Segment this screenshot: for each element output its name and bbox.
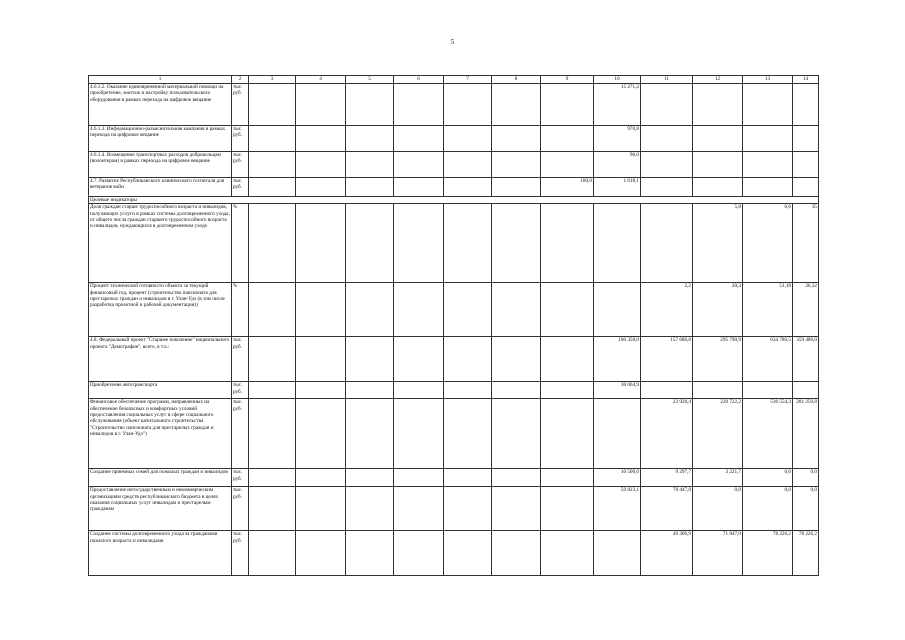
value-cell <box>296 337 346 382</box>
column-number-header: 8 <box>492 76 541 84</box>
value-cell <box>541 469 594 487</box>
value-cell <box>394 126 444 152</box>
value-cell: 96,0 <box>594 152 641 178</box>
value-cell <box>743 84 793 126</box>
value-cell: 71 847,0 <box>693 531 743 576</box>
value-cell <box>693 126 743 152</box>
value-cell <box>492 152 541 178</box>
value-cell <box>594 531 641 576</box>
value-cell <box>541 382 594 399</box>
value-cell <box>296 152 346 178</box>
table-row <box>89 204 819 283</box>
value-cell <box>492 126 541 152</box>
value-cell <box>444 399 492 469</box>
row-unit: тыс. руб. <box>232 399 249 469</box>
column-number-header: 14 <box>793 76 819 84</box>
value-cell: 180,0 <box>541 178 594 197</box>
value-cell <box>541 531 594 576</box>
value-cell: 26,32 <box>793 283 819 337</box>
row-name: 4.6.1.3. Информационно-разъяснительная кампания в рамках перехода на цифровое вещание <box>89 126 232 152</box>
value-cell <box>444 84 492 126</box>
value-cell <box>249 399 296 469</box>
value-cell <box>249 178 296 197</box>
value-cell <box>394 337 444 382</box>
row-name: Создание системы долговременного ухода за гражданами пожилого возраста и инвалидами <box>89 531 232 576</box>
value-cell <box>296 382 346 399</box>
value-cell <box>249 204 296 283</box>
value-cell <box>541 152 594 178</box>
value-cell <box>394 399 444 469</box>
value-cell <box>346 469 394 487</box>
value-cell <box>444 487 492 531</box>
value-cell <box>296 399 346 469</box>
value-cell <box>249 382 296 399</box>
table-row <box>89 337 819 382</box>
table-row <box>89 382 819 399</box>
value-cell <box>249 337 296 382</box>
column-number-header: 13 <box>743 76 793 84</box>
row-unit: тыс. руб. <box>232 152 249 178</box>
value-cell <box>541 84 594 126</box>
table-row <box>89 283 819 337</box>
value-cell <box>394 283 444 337</box>
value-cell <box>492 487 541 531</box>
value-cell <box>346 178 394 197</box>
value-cell <box>296 283 346 337</box>
value-cell <box>346 126 394 152</box>
value-cell <box>541 399 594 469</box>
value-cell: 46 306,9 <box>641 531 693 576</box>
table-row <box>89 126 819 152</box>
row-unit: % <box>232 204 249 283</box>
value-cell <box>594 204 641 283</box>
column-number-header: 10 <box>594 76 641 84</box>
value-cell: 9 297,7 <box>641 469 693 487</box>
table-row <box>89 469 819 487</box>
value-cell: 78 226,2 <box>743 531 793 576</box>
value-cell: 78 226,2 <box>793 531 819 576</box>
row-unit: тыс. руб. <box>232 382 249 399</box>
value-cell <box>793 152 819 178</box>
column-number-header: 12 <box>693 76 743 84</box>
value-cell <box>346 337 394 382</box>
value-cell: 5,8 <box>693 204 743 283</box>
value-cell: 59 823,1 <box>594 487 641 531</box>
value-cell <box>793 84 819 126</box>
value-cell <box>296 531 346 576</box>
value-cell <box>641 178 693 197</box>
row-name: Процент технической готовности объекта за текущий финансовый год, процент (строительство пансионата для престарелых граждан и инвалидов в г. Улан-Удэ (в том числе разработка проектной и рабочей документации)) <box>89 283 232 337</box>
value-cell <box>743 382 793 399</box>
value-cell: 281 259,8 <box>793 399 819 469</box>
value-cell: 0,0 <box>693 487 743 531</box>
value-cell: 51,18 <box>743 283 793 337</box>
value-cell <box>394 382 444 399</box>
value-cell <box>346 531 394 576</box>
value-cell <box>249 469 296 487</box>
value-cell: 23 928,4 <box>641 399 693 469</box>
value-cell <box>541 337 594 382</box>
value-cell: 634 780,5 <box>743 337 793 382</box>
value-cell <box>793 178 819 197</box>
value-cell: 536 554,3 <box>743 399 793 469</box>
value-cell <box>641 382 693 399</box>
value-cell <box>444 337 492 382</box>
column-number-header: 5 <box>346 76 394 84</box>
value-cell <box>394 84 444 126</box>
value-cell <box>793 126 819 152</box>
value-cell: 6,6 <box>743 204 793 283</box>
table-row <box>89 178 819 197</box>
value-cell <box>296 204 346 283</box>
value-cell <box>296 469 346 487</box>
column-number-header: 4 <box>296 76 346 84</box>
value-cell <box>492 337 541 382</box>
row-name: Приобретение автотранспорта <box>89 382 232 399</box>
value-cell <box>444 283 492 337</box>
column-number-header: 3 <box>249 76 296 84</box>
column-number-header: 11 <box>641 76 693 84</box>
value-cell <box>693 382 743 399</box>
value-cell <box>641 84 693 126</box>
value-cell <box>693 152 743 178</box>
value-cell <box>743 126 793 152</box>
value-cell <box>594 399 641 469</box>
value-cell <box>541 126 594 152</box>
value-cell: 157 680,8 <box>641 337 693 382</box>
column-number-header: 6 <box>394 76 444 84</box>
value-cell <box>249 283 296 337</box>
row-unit: тыс. руб. <box>232 178 249 197</box>
value-cell <box>394 204 444 283</box>
value-cell <box>444 126 492 152</box>
row-unit: тыс. руб. <box>232 531 249 576</box>
table-row <box>89 152 819 178</box>
column-number-header: 9 <box>541 76 594 84</box>
value-cell <box>394 469 444 487</box>
value-cell <box>492 531 541 576</box>
row-name: Предоставление негосударственным и некоммерческим организациям средств республиканского бюджета в целях оказания социальных услуг инвалидам и престарелым гражданам <box>89 487 232 531</box>
value-cell <box>346 399 394 469</box>
value-cell <box>594 283 641 337</box>
value-cell <box>296 178 346 197</box>
value-cell: 220 722,2 <box>693 399 743 469</box>
value-cell <box>346 382 394 399</box>
value-cell <box>492 283 541 337</box>
value-cell <box>641 152 693 178</box>
value-cell <box>249 84 296 126</box>
table-row <box>89 399 819 469</box>
value-cell <box>444 469 492 487</box>
value-cell <box>693 178 743 197</box>
row-unit: тыс. руб. <box>232 469 249 487</box>
value-cell <box>492 382 541 399</box>
value-cell: 20,3 <box>693 283 743 337</box>
value-cell <box>444 178 492 197</box>
section-row <box>89 197 819 204</box>
value-cell <box>693 84 743 126</box>
value-cell <box>793 382 819 399</box>
value-cell: 100 358,0 <box>594 337 641 382</box>
column-number-header: 1 <box>89 76 232 84</box>
row-unit: % <box>232 283 249 337</box>
row-name: Создание приемных семей для пожилых граждан и инвалидов <box>89 469 232 487</box>
value-cell <box>346 152 394 178</box>
value-cell <box>444 152 492 178</box>
value-cell <box>296 84 346 126</box>
value-cell <box>394 487 444 531</box>
value-cell: 30 064,9 <box>594 382 641 399</box>
value-cell <box>541 204 594 283</box>
row-name: 4.6.1.4. Возмещение транспортных расходов добровольцам (волонтерам) в рамках перехода на цифровое вещание <box>89 152 232 178</box>
page-number: 5 <box>450 38 455 46</box>
value-cell <box>249 487 296 531</box>
value-cell <box>743 178 793 197</box>
value-cell <box>444 382 492 399</box>
value-cell <box>492 469 541 487</box>
table-row <box>89 487 819 531</box>
value-cell <box>249 126 296 152</box>
value-cell: 0,0 <box>793 469 819 487</box>
value-cell <box>346 487 394 531</box>
value-cell <box>346 283 394 337</box>
table-row <box>89 84 819 126</box>
value-cell: 970,8 <box>594 126 641 152</box>
value-cell: 1 618,1 <box>594 178 641 197</box>
budget-table <box>88 75 819 576</box>
row-name: Доля граждан старше трудоспособного возраста и инвалидов, получающих услуги в рамках системы долговременного ухода, от общего числа граждан старшего трудоспособного возраста и инвалидов, нуждающихся в долговременном уходе <box>89 204 232 283</box>
section-title: Целевые индикаторы <box>89 197 819 204</box>
value-cell <box>444 531 492 576</box>
value-cell: 0,0 <box>743 469 793 487</box>
value-cell <box>394 178 444 197</box>
value-cell <box>641 126 693 152</box>
value-cell: 3 221,7 <box>693 469 743 487</box>
value-cell <box>249 152 296 178</box>
value-cell <box>394 152 444 178</box>
value-cell: 10 500,0 <box>594 469 641 487</box>
value-cell <box>743 152 793 178</box>
value-cell: 359 486,0 <box>793 337 819 382</box>
value-cell <box>394 531 444 576</box>
value-cell: 78 447,8 <box>641 487 693 531</box>
row-name: 4.7. Развитие Республиканского клинического госпиталя для ветеранов войн <box>89 178 232 197</box>
value-cell <box>492 399 541 469</box>
value-cell <box>492 204 541 283</box>
value-cell: 0,0 <box>793 487 819 531</box>
column-number-header: 2 <box>232 76 249 84</box>
row-unit: тыс. руб. <box>232 84 249 126</box>
value-cell <box>296 487 346 531</box>
value-cell <box>249 531 296 576</box>
row-name: Финансовое обеспечение программ, направленных на обеспечение безопасных и комфортных условий предоставления социальных услуг в сфере социального обслуживания (объект капитального строительства "Строительство пансионата для престарелых граждан и инвалидов в г. Улан-Удэ") <box>89 399 232 469</box>
value-cell <box>541 283 594 337</box>
header-row <box>89 76 819 84</box>
value-cell <box>346 84 394 126</box>
value-cell <box>492 178 541 197</box>
row-unit: тыс. руб. <box>232 487 249 531</box>
value-cell: 0,0 <box>743 487 793 531</box>
value-cell <box>296 126 346 152</box>
row-name: 4.8. Федеральный проект "Старшее поколение" национального проекта "Демография", всего, в т.ч.: <box>89 337 232 382</box>
value-cell: 15 271,2 <box>594 84 641 126</box>
value-cell: 295 790,9 <box>693 337 743 382</box>
row-name: 4.6.1.2. Оказание единовременной материальной помощи на приобретение, монтаж и настройку пользовательского оборудования в рамках перехода на цифровое вещание <box>89 84 232 126</box>
row-unit: тыс. руб. <box>232 337 249 382</box>
table-row <box>89 531 819 576</box>
value-cell <box>346 204 394 283</box>
value-cell: 35 <box>793 204 819 283</box>
value-cell <box>492 84 541 126</box>
value-cell <box>541 487 594 531</box>
value-cell: 2,2 <box>641 283 693 337</box>
value-cell <box>641 204 693 283</box>
row-unit: тыс. руб. <box>232 126 249 152</box>
column-number-header: 7 <box>444 76 492 84</box>
value-cell <box>444 204 492 283</box>
